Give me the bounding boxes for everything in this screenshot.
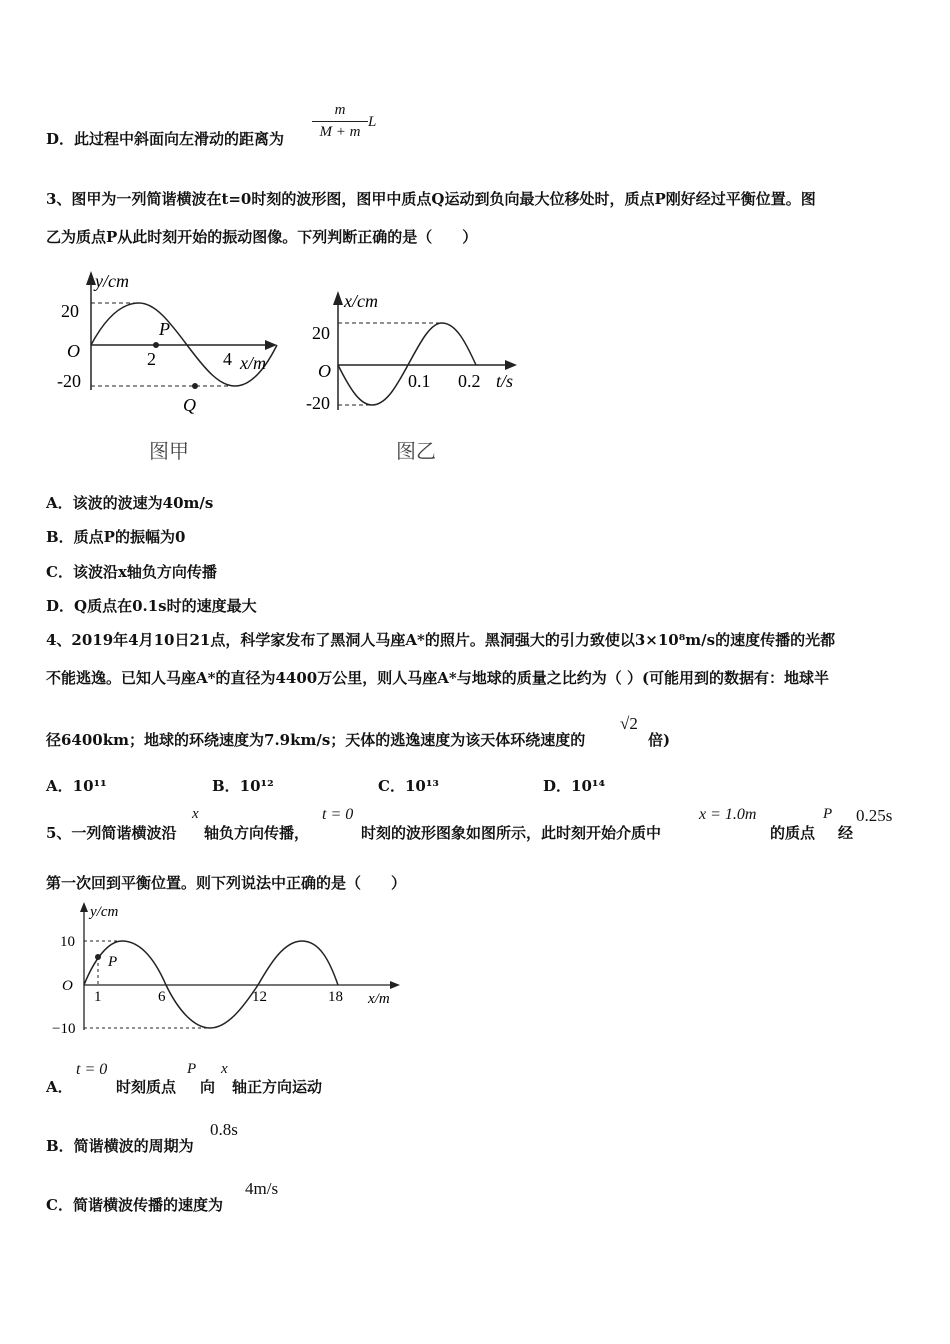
q5-x10: x = 1.0m (699, 806, 757, 823)
fraction-denominator: M + m (319, 124, 361, 140)
ytick-pos: 20 (312, 323, 330, 343)
q5-seg1: 5、一列简谐横波沿 (46, 824, 177, 842)
label-q: Q (183, 395, 196, 415)
q5-option-a-t0: t = 0 (76, 1061, 108, 1078)
q3-figure-jia (55, 265, 290, 470)
q4-line2: 不能逃逸。已知人马座A*的直径为4400万公里，则人马座A*与地球的质量之比约为（ ）(可能用到的数据有：地球半 (46, 669, 830, 687)
q5-line2: 第一次回到平衡位置。则下列说法中正确的是（ ） (46, 874, 407, 892)
xtick-1: 1 (94, 989, 102, 1005)
q4-line1: 4、2019年4月10日21点，科学家发布了黑洞人马座A*的照片。黑洞强大的引力致使以3×10⁸m/s的速度传播的光都 (46, 631, 836, 649)
ytick-neg: -20 (306, 393, 330, 413)
point-q (192, 383, 198, 389)
fraction-tail: L (368, 114, 377, 130)
q5-p: P (823, 806, 833, 822)
label-p: P (159, 319, 170, 339)
label-p: P (108, 954, 118, 970)
vibration-curve (338, 323, 476, 405)
y-axis-arrow (333, 291, 343, 305)
y-axis-arrow (80, 902, 88, 912)
q5-t0: t = 0 (322, 806, 354, 823)
q5-time: 0.25s (856, 806, 893, 825)
q5-figure (48, 898, 408, 1038)
ylabel: y/cm (90, 904, 119, 920)
origin: O (67, 341, 80, 361)
q5-option-a-x: x (221, 1061, 228, 1077)
q5-seg4: 的质点 (770, 824, 816, 842)
origin: O (62, 978, 73, 994)
q5-seg2: 轴负方向传播， (204, 824, 310, 842)
q5-option-b-label: B．简谐横波的周期为 (46, 1137, 194, 1155)
q3-stem-line2: 乙为质点P从此时刻开始的振动图像。下列判断正确的是（ ） (46, 228, 478, 246)
q5-option-c-value: 4m/s (245, 1179, 279, 1198)
xtick-0.1: 0.1 (408, 371, 431, 391)
point-p (95, 954, 101, 960)
xtick-4: 4 (223, 349, 232, 369)
ylabel: x/cm (344, 291, 378, 311)
xtick-18: 18 (328, 989, 343, 1005)
q5-option-b-value: 0.8s (210, 1120, 238, 1139)
q5-option-a-p: P (187, 1061, 197, 1077)
sqrt2: √2 (620, 714, 638, 733)
xlabel: x/m (368, 991, 390, 1007)
q4-line3-a: 径6400km；地球的环绕速度为7.9km/s；天体的逃逸速度为该天体环绕速度的 (46, 731, 586, 749)
ytick-neg: −10 (52, 1021, 76, 1037)
q3-figure-yi (300, 285, 525, 470)
q4-line3-b: 倍) (648, 731, 671, 749)
xtick-12: 12 (252, 989, 267, 1005)
q3-option-d: D．Q质点在0.1s时的速度最大 (46, 597, 257, 615)
q5-seg5: 经 (838, 824, 854, 842)
q2-fraction (312, 102, 368, 141)
xtick-0.2: 0.2 (458, 371, 481, 391)
q5-x: x (192, 806, 199, 822)
xtick-6: 6 (158, 989, 166, 1005)
xtick-2: 2 (147, 349, 156, 369)
q5-option-c-label: C．简谐横波传播的速度为 (46, 1196, 223, 1214)
caption: 图乙 (396, 441, 436, 463)
q3-option-b: B．质点P的振幅为0 (46, 528, 186, 546)
q3-stem-line1: 3、图甲为一列简谐横波在t=0时刻的波形图，图甲中质点Q运动到负向最大位移处时，质点P刚好经过平衡位置。图 (46, 190, 816, 208)
q5-seg3: 时刻的波形图象如图所示，此时刻开始介质中 (361, 824, 662, 842)
xlabel: t/s (496, 371, 514, 391)
x-axis-arrow (390, 981, 400, 989)
ytick-pos: 10 (60, 934, 75, 950)
q2-option-d-label: D．此过程中斜面向左滑动的距离为 (46, 130, 285, 148)
origin: O (318, 361, 331, 381)
ytick-neg: -20 (57, 371, 81, 391)
q5-option-a-mid2: 向 (200, 1078, 216, 1096)
fraction-bar (312, 121, 368, 122)
q5-option-a-label: A． (46, 1078, 73, 1096)
q4-option-d: D．10¹⁴ (543, 777, 606, 795)
xlabel: x/m (240, 353, 266, 373)
q4-option-b: B．10¹² (212, 777, 274, 795)
ytick-pos: 20 (61, 301, 79, 321)
q5-option-a-mid1: 时刻质点 (116, 1078, 177, 1096)
q3-option-c: C．该波沿x轴负方向传播 (46, 563, 217, 581)
q5-option-a-tail: 轴正方向运动 (232, 1078, 323, 1096)
fraction-numerator: m (334, 102, 346, 118)
x-axis-arrow (505, 360, 517, 370)
caption: 图甲 (149, 441, 189, 463)
q3-option-a: A．该波的波速为40m/s (46, 494, 214, 512)
q4-option-a: A．10¹¹ (46, 777, 107, 795)
ylabel: y/cm (95, 271, 129, 291)
point-p (153, 342, 159, 348)
q4-option-c: C．10¹³ (378, 777, 439, 795)
